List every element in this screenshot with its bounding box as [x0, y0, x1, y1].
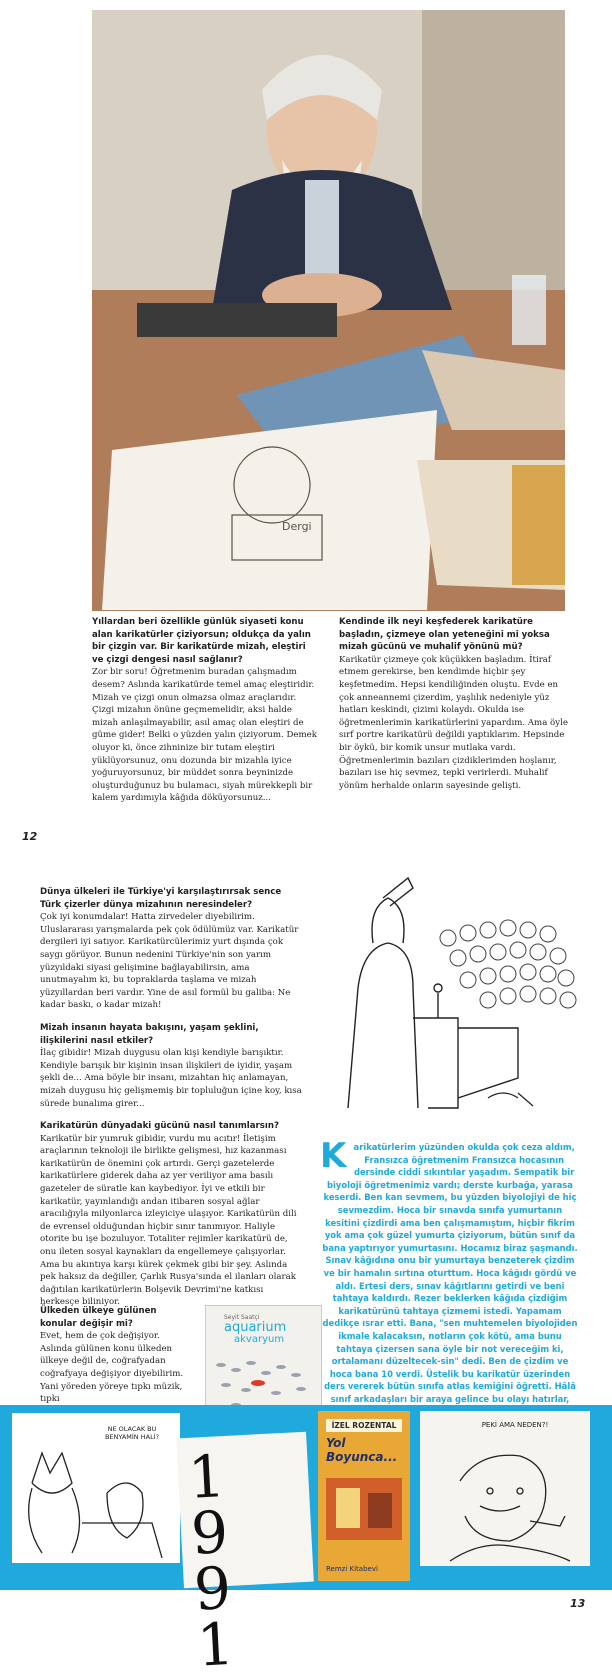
sketch-text: Dergi	[282, 520, 312, 533]
year-1991-card	[176, 1432, 314, 1680]
podium-cartoon	[318, 868, 580, 1130]
answer: İlaç gibidir! Mizah duygusu olan kişi kendiyle barışıktır. Kendiyle barışık bir kişinin insan ilişkileri de iyidir, yaşam şekli de... Ama böyle bir insanı, mizahtan hiç anlamayan, mizah duygusu hiç gelişmemiş bir topluluğun içine koy, kısa sürede bunalıma girer...	[40, 1048, 302, 1109]
pull-quote-text: arikatürlerim yüzünden okulda çok ceza aldım, Fransızca öğretmenim Fransızca hocasının dersinde ciddi sıkıntılar yaşadım. Sempatik bir biyoloji öğretmenimiz vardı; derste kurbağa, yarasa keserdi. Ben kan sevmem, bu yüzden biyolojiyi de hiç sevmezdim. Hoca bir sınavda sınıfa yumurtanın kesitini çizdirdi ama ben çalışmamıştım, hiçbir fikrim yok ama çok güzel yumurta çiziyorum, bütün sınıf da bana yaptırıyor yumurtasını. Hocamız biraz şaşmandı. Sınav kâğıdına onu bir yumurtaya benzeterek çizdim ve bir hamalın sırtına oturttum. Hoca kâğıdı gördü ve aldı. Ertesi ders, sınav kâğıtlarını getirdi ve beni tahtaya kaldırdı. Rezer beklerken kâğıda çizdiğim karikatürünü tahtaya çizmemi istedi. Yapamam dedikçe ısrar etti. Bana, "sen muhtemelen biyolojiden ikmale kalacaksın, notların çok kötü, ama bunu tahtaya çizersen sana öyle bir not vereceğim ki, ortalamanı düzeltecek-sin" dedi. Ben de çizdim ve hoca bana 10 verdi. Üstelik bu karikatür üzerinden ders vererek bütün sınıfa atlas kemiğini öğretti. Hâlâ sınıf arkadaşları bir araya gelince bu olayı hatırlar,	[322, 1142, 578, 1404]
old-man-cartoon	[420, 1411, 590, 1566]
publisher-name: Remzi Kitabevi	[326, 1565, 378, 1573]
question: Ülkeden ülkeye gülünen konular değişir mi?	[40, 1306, 157, 1329]
batman-speech: NE OLACAK BU BENYAMİN HALİ?	[104, 1425, 160, 1441]
aquarium-author: Seyit Saatçi	[224, 1314, 260, 1321]
drop-cap: K	[320, 1136, 347, 1176]
column-bottom-left	[40, 886, 302, 1319]
old-man-speech: PEKİ AMA NEDEN?!	[481, 1421, 549, 1429]
answer: Evet, hem de çok değişiyor. Aslında gülünen konu ülkeden ülkeye değil de, coğrafyadan coğrafyaya değişiyor diyebilirim. Yani yöreden yöreye tıpkı müzik, tıpkı	[40, 1331, 184, 1405]
question: Yıllardan beri özellikle günlük siyaseti konu alan karikatürler çiziyorsun; oldukça da yalın bir çizgin var. Bir karikatürde mizah, eleştiri ve çizgi dengesi nasıl sağlanır?	[92, 617, 311, 665]
pull-quote	[320, 1136, 580, 1418]
question: Karikatürün dünyadaki gücünü nasıl tanımlarsın?	[40, 1121, 279, 1132]
column-top-right	[339, 616, 571, 802]
book-author: İZEL ROZENTAL	[326, 1419, 402, 1432]
year-text: 1991	[186, 1442, 236, 1680]
interview-photo	[92, 10, 565, 611]
answer: Zor bir soru! Öğretmenim buradan çalışmadım desem? Aslında karikatürde temel amaç eleştiridir. Mizah ve çizgi onun olmazsa olmaz araçlarıdır. Çizgi mizahın önüne geçmemelidir, aksi halde mizah anlaşılmayabilir, asıl amaç olan eleştiri de güme gider! Belki o yüzden yalın çiziyorum. Demek oluyor ki, önce zihninize bir tutam eleştiri yüklüyorsunuz, onu dozunda bir mizahla iyice yoğuruyorsunuz, bir müddet sonra beyninizde oluşturduğunuz bu bulamacı, siyah mürekkepli bir kalem yardımıyla kâğıda döküyorsunuz...	[92, 667, 317, 804]
column-last	[40, 1305, 185, 1416]
page-number-right: 13	[570, 1597, 586, 1610]
batman-cartoon	[12, 1413, 180, 1563]
answer: Karikatür bir yumruk gibidir, vurdu mu acıtır! İletişim araçlarının teknoloji ile birlikte gelişmesi, hız kazanması karikatürün de önemini çok artırdı. Gerçi gazetelerde karikatürlere giderek daha az yer veriliyor ama basılı gazeteler de süratle kan kaybediyor. İyi ve etkili bir karikatür, yayınlandığı andan itibaren sosyal ağlar aracılığıyla milyonlarca izleyiciye ulaşıyor. Karikatürün dili de evrensel olduğundan hiçbir sınır tanımıyor. Haliyle otorite bu işe bozuluyor. Totaliter rejimler karikatürü de, onu ileten sosyal kaynakları da engellemeye çalışıyorlar. Ama bu akıntıya karşı kürek çekmek gibi bir şey. Aslında pek haksız da değiller, Çarlık Rusya'sında el ilanları olarak dağıtılan karikatürlerin Bolşevik Devrimi'ne katkısı herkesçe biliniyor.	[40, 1133, 297, 1308]
aquarium-subtitle: akvaryum	[234, 1334, 285, 1345]
book-cover	[318, 1411, 410, 1581]
question: Kendinde ilk neyi keşfederek karikatüre başladın, çizmeye olan yeteneğini mi yoksa mizah gücünü ve muhalif yönünü mü?	[339, 617, 550, 653]
aquarium-title: aquarium	[224, 1320, 287, 1335]
page-number-left: 12	[22, 830, 38, 843]
column-top-left	[92, 616, 320, 815]
book-title: Yol Boyunca...	[326, 1436, 398, 1464]
question: Mizah insanın hayata bakışını, yaşam şeklini, ilişkilerini nasıl etkiler?	[40, 1022, 259, 1046]
answer: Çok iyi konumdalar! Hatta zirvedeler diyebilirim. Uluslararası yarışmalarda pek çok ödülümüz var. Karikatür dergileri iyi satıyor. Karikatürcülerimiz yurt dışında çok saygı görüyor. Bunun nedenini Türkiye'nin son yarım yüzyıldaki siyasi gelişimine bağlayabilirsin, ama unutmayalım ki, bu topraklarda taşlama ve mizah yüzyıllardan beri vardır. Yine de asıl formül bu galiba: Ne kadar baskı, o kadar mizah!	[40, 912, 299, 1011]
answer: Karikatür çizmeye çok küçükken başladım. İtiraf etmem gerekirse, ben kendimde hiçbir şey keşfetmedim. Hepsi kendiliğinden oluştu. Evde en çok anneannemi çizerdim, yaşlılık nedeniyle yüz hatları keskindi, çizimi kolaydı. Okulda ise öğretmenlerimin karikatürlerini yapardım. Ama öyle sırf portre karikatürü değildi yaptıklarım. Hepsinde bir öykü, bir komik unsur mutlaka vardı. Öğretmenlerimin bazıları çizdiklerimden hoşlanır, bazıları ise hiç sevmez, tepki verirlerdi. Muhalif yönüm herhalde onların sayesinde gelişti.	[339, 654, 568, 791]
question: Dünya ülkeleri ile Türkiye'yi karşılaştırırsak sence Türk çizerler dünya mizahının neresindeler?	[40, 887, 282, 910]
